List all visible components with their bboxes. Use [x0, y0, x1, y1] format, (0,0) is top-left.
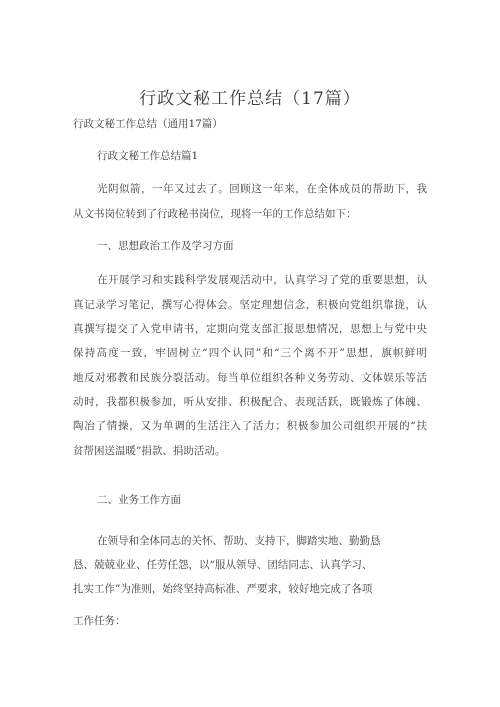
para-1-line-6: 动时，我都积极参加，听从安排、积极配合、表现活跃，既锻炼了体魄、	[73, 396, 427, 408]
heading-business-work: 二、业务工作方面	[97, 494, 181, 506]
para-2-line-1: 在领导和全体同志的关怀、帮助、支持下，脚踏实地、勤勤恳	[97, 535, 381, 547]
para-1-line-3: 真撰写提交了入党申请书，定期向党支部汇报思想情况，思想上与党中央	[73, 323, 427, 335]
para-2-line-3: 扎实工作”为准则，始终坚持高标准、严要求，较好地完成了各项	[73, 583, 373, 595]
para-1-line-4: 保持高度一致，牢固树立“四个认同”和“三个离不开”思想，旗帜鲜明	[73, 347, 427, 359]
para-2-line-4: 工作任务：	[73, 615, 126, 627]
para-1-line-7: 陶冶了情操，又为单调的生活注入了活力；积极参加公司组织开展的“扶	[73, 420, 427, 432]
intro-line-2: 从文书岗位转到了行政秘书岗位，现将一年的工作总结如下：	[73, 208, 357, 220]
para-1-line-5: 地反对邪教和民族分裂活动。每当单位组织各种义务劳动、文体娱乐等活	[73, 372, 427, 384]
para-1-line-8: 贫帮困送温暖”捐款、捐助活动。	[73, 445, 226, 457]
para-1-line-1: 在开展学习和实践科学发展观活动中，认真学习了党的重要思想，认	[97, 274, 427, 286]
intro-line-1: 光阴似箭，一年又过去了。回顾这一年来，在全体成员的帮助下，我	[97, 183, 427, 195]
document-title: 行政文秘工作总结（17篇）	[139, 89, 361, 109]
section-title: 行政文秘工作总结篇1	[97, 150, 199, 162]
para-1-line-2: 真记录学习笔记，撰写心得体会。坚定理想信念，积极向党组织靠拢，认	[73, 299, 427, 311]
document-subtitle: 行政文秘工作总结（通用17篇）	[73, 118, 223, 130]
heading-political-study: 一、思想政治工作及学习方面	[97, 240, 234, 252]
para-2-line-2: 恳、兢兢业业、任劳任怨，以“服从领导、团结同志、认真学习、	[73, 559, 373, 571]
